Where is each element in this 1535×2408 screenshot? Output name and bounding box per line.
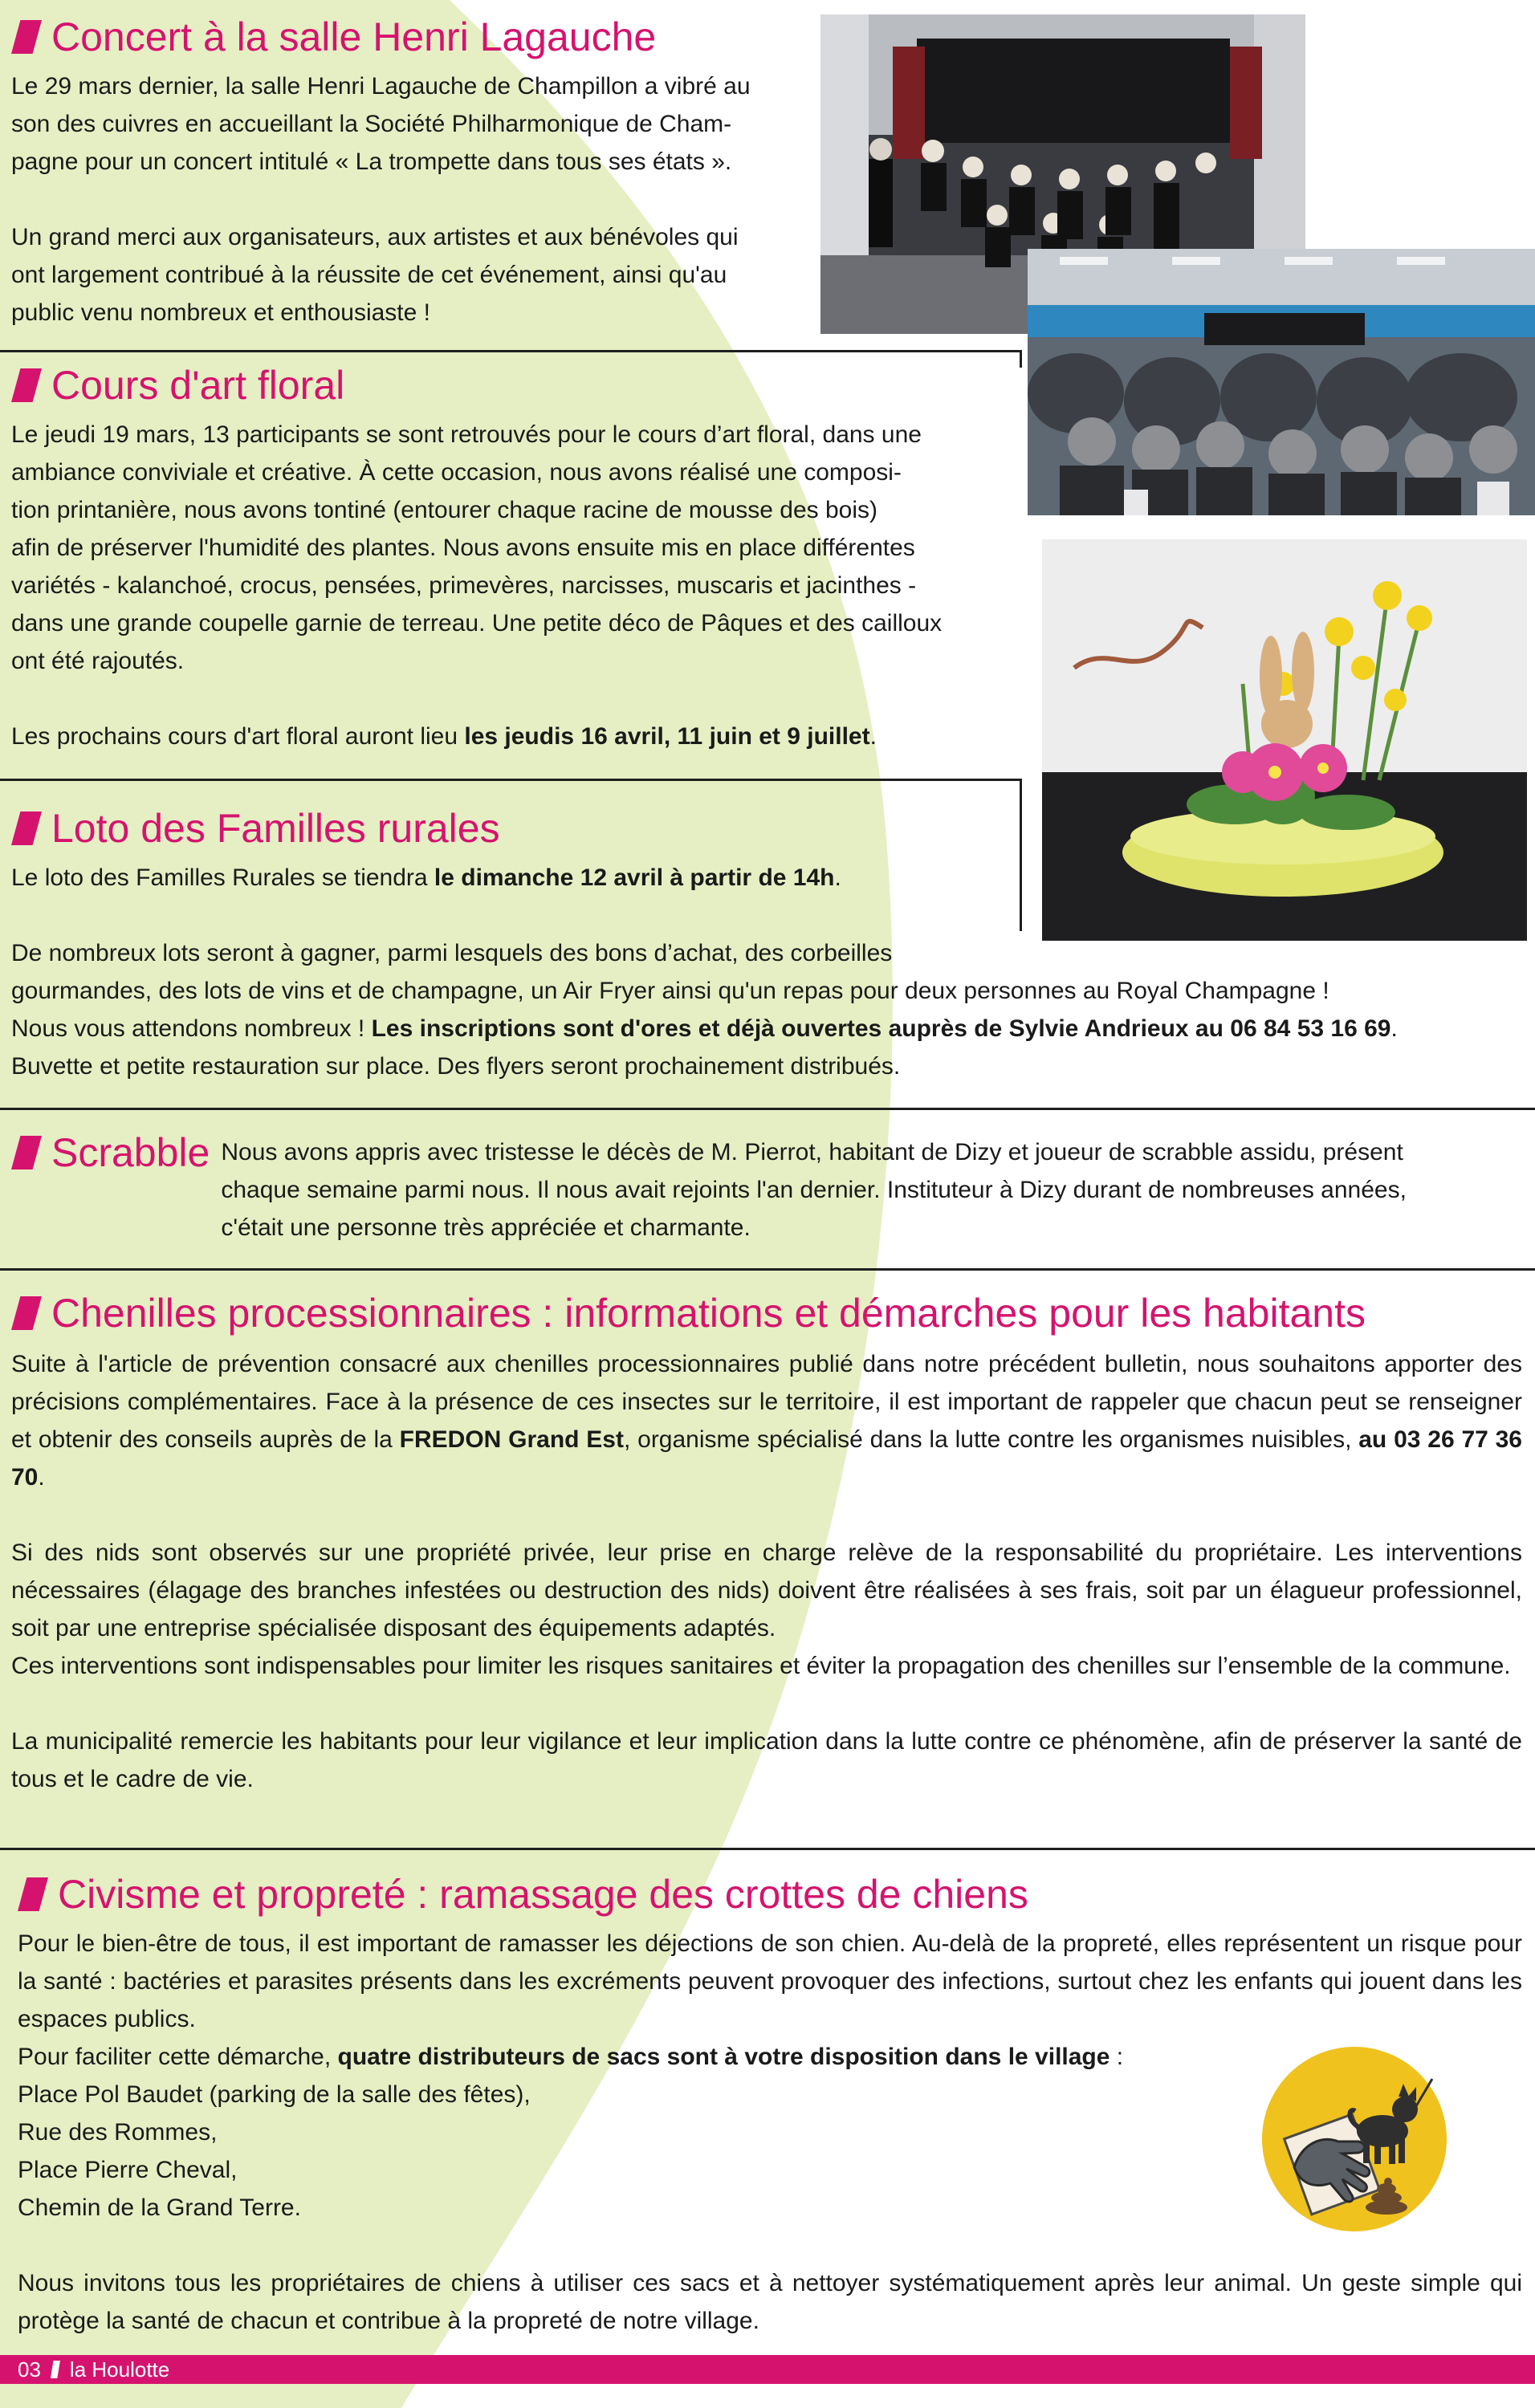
divider-chenilles-civisme bbox=[0, 1848, 1535, 1850]
divider-floral-loto bbox=[0, 779, 1021, 781]
scrabble-paragraph: Nous avons appris avec tristesse le décès de M. Pierrot, habitant de Dizy et joueur de scrabble assidu, présent chaque semaine parmi nous. Il nous avait rejoints l'an dernier. Instituteur à Dizy durant de nombreuses années, c'était une personne très appréciée et charmante. bbox=[221, 1139, 1407, 1241]
section-floral bbox=[11, 361, 1039, 755]
divider-floral-loto-vertical bbox=[1020, 779, 1022, 931]
section-title-loto: Loto des Familles rurales bbox=[11, 804, 1521, 852]
civisme-paragraph-3: Nous invitons tous les propriétaires de chiens à utiliser ces sacs et à nettoyer systématiquement après leur animal. Un geste simple qui protège la santé de chacun et contribue à la propreté de notre village. bbox=[18, 2270, 1522, 2334]
section-title-scrabble: Scrabble bbox=[11, 1129, 210, 1177]
divider-concert-floral bbox=[0, 350, 1021, 352]
location-item: Place Pierre Cheval, bbox=[18, 2157, 238, 2183]
concert-paragraph-2: Un grand merci aux organisateurs, aux artistes et aux bénévoles qui ont largement contribué à la réussite de cet événement, ainsi qu'au public venu nombreux et enthousiaste ! bbox=[11, 224, 739, 326]
chenilles-paragraph-1: Suite à l'article de prévention consacré aux chenilles processionnaires publié dans notre précédent bulletin, nous souhaitons apporter des précisions complémentaires. Face à la présence de ces insectes sur le territoire, il est important de rappeler que chacun peut se renseigner et obtenir des conseils auprès de la FREDON Grand Est, organisme spécialisé dans la lutte contre les organismes nuisibles, au 03 26 77 36 70. bbox=[11, 1351, 1522, 1491]
floral-paragraph-2: Les prochains cours d'art floral auront lieu les jeudis 16 avril, 11 juin et 9 juillet. bbox=[11, 723, 877, 750]
loto-paragraph-1: Le loto des Familles Rurales se tiendra le dimanche 12 avril à partir de 14h. bbox=[11, 864, 841, 891]
floral-dates: les jeudis 16 avril, 11 juin et 9 juillet bbox=[464, 723, 870, 750]
location-item: Place Pol Baudet (parking de la salle des fêtes), bbox=[18, 2081, 531, 2108]
dog-waste-pickup-icon bbox=[1262, 2047, 1447, 2231]
title-marker-icon bbox=[11, 1136, 42, 1169]
section-chenilles bbox=[11, 1289, 1522, 1798]
chenilles-paragraph-2: Si des nids sont observés sur une propriété privée, leur prise en charge relève de la responsabilité du propriétaire. Les interventions nécessaires (élagage des branches infestées ou destruction des nids) doivent être réalisées à ses frais, soit par un élagueur professionnel, soit par une entreprise spécialisée disposant des équipements adaptés. bbox=[11, 1540, 1522, 1641]
title-marker-icon bbox=[11, 368, 42, 402]
title-marker-icon bbox=[11, 20, 42, 54]
floral-arrangement-photo bbox=[1042, 539, 1527, 941]
title-marker-icon bbox=[18, 1877, 48, 1911]
fredon-name: FREDON Grand Est bbox=[399, 1426, 624, 1453]
concert-paragraph-1: Le 29 mars dernier, la salle Henri Lagauche de Champillon a vibré au son des cuivres en accueillant la Société Philharmonique de Cham- pagne pour un concert intitulé « La trompette dans tous ses états ». bbox=[11, 73, 751, 175]
section-concert bbox=[11, 13, 822, 332]
section-title-floral: Cours d'art floral bbox=[11, 361, 1039, 409]
divider-loto-scrabble bbox=[0, 1108, 1535, 1110]
loto-paragraph-2: De nombreux lots seront à gagner, parmi lesquels des bons d’achat, des corbeilles gourmandes, des lots de vins et de champagne, un Air Fryer ainsi qu'un repas pour deux personnes au Royal Champagne ! Nous vous attendons nombreux ! Les inscriptions sont d'ores et déjà ouvertes auprès de Sylvie Andrieux au 06 84 53 16 69. Buvette et petite restauration sur place. Des flyers seront prochainement distribués. bbox=[11, 940, 1398, 1080]
page-footer bbox=[0, 2355, 1535, 2384]
title-marker-icon bbox=[11, 811, 42, 845]
location-item: Chemin de la Grand Terre. bbox=[18, 2194, 301, 2221]
concert-audience-photo bbox=[1028, 249, 1535, 515]
section-scrabble bbox=[11, 1129, 1529, 1247]
divider-scrabble-chenilles bbox=[0, 1268, 1535, 1271]
loto-registration: Les inscriptions sont d'ores et déjà ouvertes auprès de Sylvie Andrieux au 06 84 53 16 69 bbox=[371, 1015, 1391, 1042]
section-title-concert: Concert à la salle Henri Lagauche bbox=[11, 13, 822, 61]
floral-paragraph-1: Le jeudi 19 mars, 13 participants se sont retrouvés pour le cours d’art floral, dans une ambiance conviviale et créative. À cette occasion, nous avons réalisé une composi- tion printanière, nous avons tontiné (entourer chaque racine de mousse des bois) afin de préserver l'humidité des plantes. Nous avons ensuite mis en place différentes variétés - kalanchoé, crocus, pensées, primevères, narcisses, muscaris et jacinthes - dans une grande coupelle garnie de terreau. Une petite déco de Pâques et des cailloux ont été rajoutés. bbox=[11, 421, 943, 674]
fredon-phone: au 03 26 77 36 70 bbox=[11, 1426, 1522, 1491]
footer-marker-icon bbox=[51, 2361, 60, 2378]
civisme-paragraph-1: Pour le bien-être de tous, il est important de ramasser les déjections de son chien. Au-delà de la propreté, elles représentent un risque pour la santé : bactéries et parasites présents dans les excréments peuvent provoquer des infections, surtout chez les enfants qui jouent dans les espaces publics. bbox=[18, 1930, 1522, 2032]
section-title-civisme: Civisme et propreté : ramassage des crottes de chiens bbox=[18, 1870, 1522, 1918]
civisme-distributors: quatre distributeurs de sacs sont à votre disposition dans le village bbox=[337, 2044, 1110, 2070]
chenilles-paragraph-4: La municipalité remercie les habitants pour leur vigilance et leur implication dans la lutte contre ce phénomène, afin de préserver la santé de tous et le cadre de vie. bbox=[11, 1728, 1522, 1792]
section-title-chenilles: Chenilles processionnaires : informations et démarches pour les habitants bbox=[11, 1289, 1522, 1337]
chenilles-paragraph-3: Ces interventions sont indispensables pour limiter les risques sanitaires et éviter la propagation des chenilles sur l’ensemble de la commune. bbox=[11, 1653, 1511, 1679]
civisme-paragraph-2: Pour faciliter cette démarche, quatre distributeurs de sacs sont à votre disposition dans le village : bbox=[18, 2044, 1124, 2070]
publication-name: la Houlotte bbox=[69, 2357, 170, 2382]
location-item: Rue des Rommes, bbox=[18, 2119, 218, 2146]
loto-date: le dimanche 12 avril à partir de 14h bbox=[434, 864, 835, 891]
divider-concert-floral-vertical bbox=[1020, 350, 1022, 368]
page-number: 03 bbox=[18, 2357, 41, 2382]
title-marker-icon bbox=[11, 1296, 42, 1330]
